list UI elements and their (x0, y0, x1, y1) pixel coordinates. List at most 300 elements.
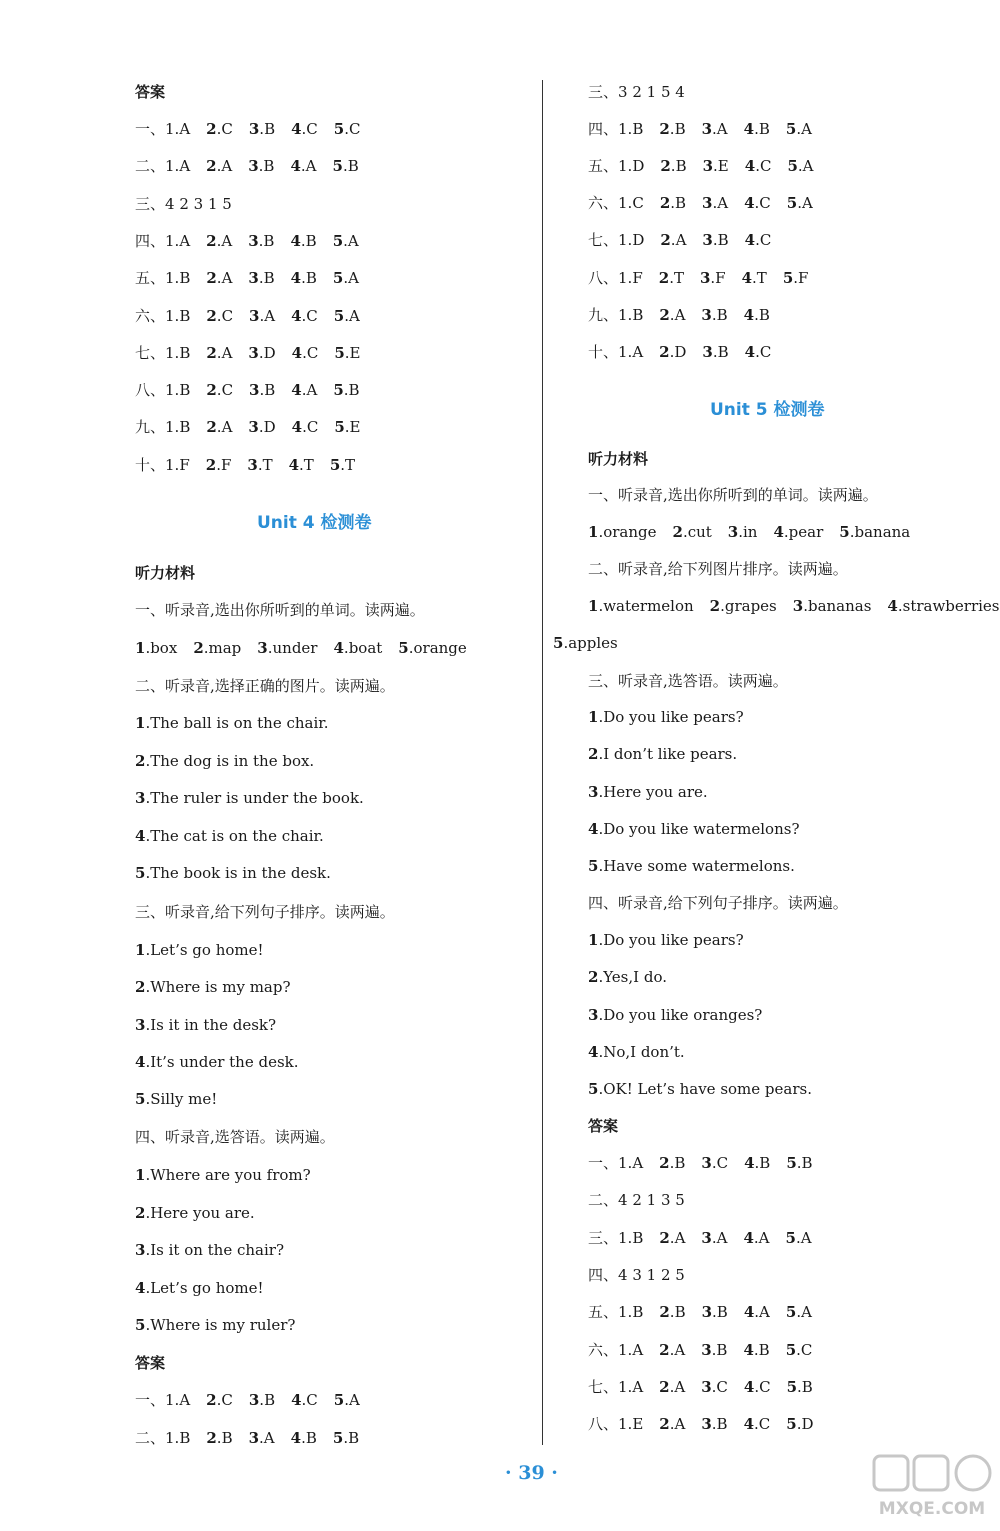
answer-row (588, 1414, 813, 1434)
answer-item (744, 1153, 770, 1173)
answer-label: 三、 (588, 83, 619, 101)
word-item (773, 522, 823, 542)
answer-item (334, 417, 360, 437)
item-text: .C (216, 306, 234, 325)
answer-item (787, 1377, 813, 1397)
word-item (588, 596, 694, 616)
item-text: .OK! Let’s have some pears. (598, 1080, 812, 1099)
item-number: 3 (248, 343, 259, 362)
item-text: .A (669, 1228, 686, 1247)
answer-item (206, 417, 232, 437)
answer-row (588, 1228, 812, 1248)
section-title: 一、听录音,选出你所听到的单词。读两遍。 (135, 601, 425, 619)
word-item (193, 638, 241, 658)
answer-item (701, 1414, 727, 1434)
item-number: 3 (248, 231, 259, 250)
item-number: 5 (332, 157, 343, 176)
item-number: 2 (660, 231, 671, 250)
item-number: 4 (773, 523, 784, 541)
answer-item (291, 306, 318, 326)
answer-item (745, 156, 772, 176)
answer-sequence: 4 2 1 3 5 (618, 1191, 685, 1210)
item-text: .B (669, 1303, 686, 1322)
answer-row (135, 119, 360, 139)
answer-row (588, 1302, 812, 1322)
sentence-line (135, 1089, 217, 1109)
answer-row (135, 1428, 359, 1448)
answer-item: 1.F (618, 268, 643, 287)
sentence-line (135, 977, 291, 997)
answer-row (135, 231, 359, 251)
sentence-line (135, 1015, 276, 1035)
item-number: 4 (744, 194, 755, 213)
item-text: .Do you like watermelons? (598, 819, 800, 838)
item-text: .A (754, 1303, 770, 1322)
answer-item (289, 455, 314, 475)
item-number: 5 (786, 1154, 797, 1172)
answer-item: 1.A (618, 342, 644, 361)
answer-row (135, 455, 355, 475)
sentence-line (588, 782, 708, 802)
item-text: .B (711, 1340, 728, 1359)
item-number: 4 (887, 597, 898, 615)
answer-row (135, 194, 232, 214)
item-text: .Let’s go home! (145, 1278, 264, 1297)
answer-item (206, 268, 232, 288)
word-item (839, 522, 910, 542)
item-text: .A (259, 306, 276, 325)
item-number: 4 (743, 1303, 755, 1322)
item-text: .F (710, 268, 726, 287)
item-number: 2 (206, 157, 217, 176)
item-number: 4 (291, 120, 302, 138)
item-number: 3 (249, 381, 260, 400)
answer-label: 一、 (135, 1391, 166, 1409)
item-number: 2 (193, 639, 204, 657)
item-text: .The ball is on the chair. (145, 714, 329, 732)
answer-item (247, 455, 272, 475)
answer-item: 1.A (618, 1154, 644, 1172)
item-text: .Where is my ruler? (145, 1316, 296, 1335)
answer-label: 九、 (588, 305, 619, 324)
answer-label: 一、 (135, 120, 166, 138)
item-number: 3 (701, 1415, 712, 1434)
item-text: .under (267, 639, 318, 657)
item-text: .C (754, 1415, 771, 1434)
answer-item: 1.D (618, 157, 645, 176)
item-number: 3 (701, 305, 712, 324)
item-text: .A (343, 231, 359, 250)
answer-item (206, 156, 232, 176)
sentence-line (588, 856, 795, 876)
item-text: .The dog is in the box. (145, 751, 315, 770)
item-number: 4 (743, 1415, 754, 1434)
item-text: .A (670, 231, 687, 250)
sentence-line (135, 1052, 299, 1072)
item-number: 3 (248, 120, 260, 138)
item-text: .map (203, 639, 242, 657)
item-number: 2 (206, 231, 217, 250)
answer-item (249, 1428, 275, 1448)
answer-item (786, 119, 812, 139)
item-number: 5 (787, 157, 798, 176)
item-number: 3 (701, 120, 713, 139)
answer-item: 1.A (618, 1377, 644, 1396)
listening-heading: 听力材料 (135, 564, 196, 582)
answer-item (206, 380, 233, 400)
item-text: .B (343, 381, 360, 400)
word-item (588, 522, 657, 542)
answer-row (135, 343, 360, 363)
answer-item (291, 380, 317, 400)
item-text: .Do you like pears? (598, 708, 744, 726)
item-number: 4 (743, 1228, 754, 1247)
item-text: .B (669, 1154, 686, 1172)
item-text: .B (300, 231, 317, 250)
item-text: .B (258, 269, 275, 288)
word-item (398, 638, 467, 658)
item-number: 2 (206, 381, 217, 400)
item-text: .A (301, 381, 318, 400)
answer-item: 1.B (618, 305, 644, 324)
item-text: .C (344, 120, 361, 138)
answer-row (135, 1390, 360, 1410)
answer-item (701, 1153, 728, 1173)
item-text: .A (669, 305, 686, 324)
item-number: 3 (247, 455, 258, 474)
item-number: 3 (701, 1303, 713, 1322)
answer-item: 1.B (165, 381, 191, 400)
answer-item (786, 1302, 812, 1322)
answer-item (744, 1302, 770, 1322)
answer-row (588, 1340, 812, 1360)
item-text: .Yes,I do. (598, 968, 667, 987)
item-text: .orange (598, 523, 657, 541)
item-text: .A (300, 157, 317, 176)
item-number: 3 (702, 231, 713, 250)
answer-item (659, 1414, 685, 1434)
answer-item (701, 1340, 727, 1360)
item-number: 3 (248, 1429, 260, 1447)
item-number: 5 (785, 1228, 796, 1247)
sentence-line (135, 1240, 284, 1260)
answer-item (206, 306, 233, 326)
answer-label: 二、 (135, 1429, 166, 1447)
answer-item: 1.F (165, 455, 190, 474)
answer-item (206, 343, 232, 363)
item-number: 4 (290, 269, 302, 288)
answer-item: 1.A (165, 231, 191, 250)
item-number: 3 (135, 1241, 146, 1260)
answer-item (206, 1390, 233, 1410)
item-text: .C (755, 157, 772, 176)
item-text: .pear (783, 523, 824, 541)
item-number: 2 (659, 1377, 670, 1396)
answer-item: 1.B (618, 1303, 644, 1322)
answer-item (334, 306, 360, 326)
item-text: .A (216, 418, 233, 437)
word-item (728, 522, 758, 542)
item-number: 4 (744, 231, 756, 250)
answer-item: 1.B (618, 1228, 644, 1247)
answer-label: 五、 (135, 269, 166, 288)
item-number: 2 (660, 157, 671, 176)
item-text: .C (711, 1377, 728, 1396)
item-number: 3 (701, 1154, 712, 1172)
item-text: .C (301, 306, 318, 325)
item-number: 4 (741, 268, 753, 287)
answer-label: 七、 (588, 231, 619, 250)
word-list (588, 522, 910, 542)
section-title: 三、听录音,选答语。读两遍。 (588, 672, 788, 690)
item-text: .banana (849, 523, 911, 541)
item-number: 1 (135, 941, 146, 959)
answer-item (291, 1428, 317, 1448)
answer-item (249, 306, 275, 326)
item-text: .A (669, 1415, 686, 1434)
item-text: .A (712, 120, 728, 139)
sentence-line (588, 967, 667, 987)
item-number: 2 (135, 1203, 146, 1222)
item-text: .C (711, 1154, 729, 1172)
item-text: .A (753, 1228, 770, 1247)
item-text: .C (216, 120, 233, 138)
item-number: 1 (135, 1166, 146, 1184)
item-number: 2 (206, 343, 217, 362)
item-number: 4 (290, 1429, 302, 1447)
item-number: 5 (785, 1303, 797, 1322)
answer-item (703, 156, 729, 176)
item-text: .Here you are. (598, 782, 708, 801)
item-text: .A (795, 1228, 812, 1247)
answer-item (659, 342, 686, 362)
answer-row (588, 193, 813, 213)
answer-row (588, 1153, 813, 1173)
answer-item (702, 119, 728, 139)
item-number: 5 (332, 231, 344, 250)
answer-item: 1.A (165, 157, 191, 176)
answer-label: 二、 (588, 1191, 619, 1210)
answer-item (659, 1340, 685, 1360)
answer-item (333, 380, 359, 400)
sentence-line (135, 1203, 255, 1223)
item-number: 5 (786, 1377, 798, 1396)
item-text: .C (754, 194, 771, 213)
item-text: .B (259, 381, 276, 400)
section-title: 二、听录音,给下列图片排序。读两遍。 (588, 560, 848, 578)
answer-item (786, 1414, 813, 1434)
item-text: .grapes (720, 597, 777, 615)
item-text: .B (301, 1429, 317, 1447)
item-number: 4 (135, 1052, 146, 1071)
answer-item (659, 305, 685, 325)
watermark-logo (870, 1450, 995, 1522)
answer-item (702, 230, 728, 250)
answers-heading: 答案 (135, 1354, 166, 1372)
answer-label: 五、 (588, 157, 619, 176)
item-number: 4 (135, 1278, 146, 1297)
item-text: .A (796, 1303, 812, 1322)
item-text: .C (755, 342, 772, 361)
item-number: 3 (727, 523, 739, 541)
item-number: 2 (588, 745, 599, 764)
answer-item (786, 1340, 813, 1360)
answer-item: 1.B (165, 306, 191, 325)
item-text: .A (712, 194, 729, 213)
answer-label: 八、 (588, 1415, 619, 1434)
answer-item: 1.B (165, 269, 191, 288)
item-number: 5 (839, 523, 850, 541)
item-text: .B (342, 157, 359, 176)
sentence-line (135, 826, 324, 846)
item-number: 2 (205, 455, 217, 474)
item-number: 4 (333, 639, 344, 657)
item-text: .T (340, 455, 356, 474)
item-number: 4 (743, 1340, 754, 1359)
item-text: .B (753, 1340, 770, 1359)
section-title: 三、听录音,给下列句子排序。读两遍。 (135, 903, 395, 921)
item-number: 4 (291, 306, 302, 325)
item-number: 3 (699, 268, 711, 287)
answer-item (334, 119, 361, 139)
page-number: · 39 · (505, 1462, 558, 1484)
item-text: .C (301, 120, 318, 138)
answer-row (588, 305, 770, 325)
answer-row (135, 417, 360, 437)
answer-item (206, 455, 232, 475)
answer-label: 六、 (588, 194, 619, 213)
item-text: .Is it on the chair? (145, 1241, 284, 1260)
item-number: 5 (135, 1316, 146, 1335)
item-number: 2 (206, 1429, 217, 1447)
answer-label: 四、 (135, 231, 166, 250)
item-number: 5 (329, 455, 341, 474)
item-text: .C (302, 343, 319, 362)
answer-item (744, 1377, 771, 1397)
answer-item (206, 231, 232, 251)
answer-sequence: 4 3 1 2 5 (618, 1265, 685, 1284)
answer-row (588, 1190, 685, 1210)
item-text: .B (259, 1391, 276, 1409)
item-number: 4 (291, 418, 303, 437)
answer-row (588, 119, 812, 139)
item-number: 4 (588, 819, 599, 838)
answer-item (330, 455, 355, 475)
item-number: 3 (792, 597, 804, 615)
item-text: .The book is in the desk. (145, 864, 331, 883)
item-text: .B (711, 305, 728, 324)
sentence-line (135, 940, 264, 960)
item-number: 3 (135, 789, 146, 808)
item-text: .T (752, 268, 767, 287)
item-text: .orange (408, 639, 467, 657)
sentence-line (588, 819, 799, 839)
answer-item (660, 230, 686, 250)
item-number: 5 (786, 194, 798, 213)
answer-item (744, 119, 770, 139)
item-text: .bananas (803, 597, 872, 615)
answer-label: 三、 (135, 194, 166, 213)
answer-label: 四、 (588, 120, 619, 139)
answer-item (702, 342, 728, 362)
answer-item (743, 1228, 769, 1248)
answer-item (249, 1390, 275, 1410)
unit4-title: Unit 4 检测卷 (257, 513, 372, 533)
item-number: 5 (588, 857, 599, 876)
answer-row (588, 230, 771, 250)
item-number: 4 (291, 343, 303, 362)
item-text: .D (258, 343, 276, 362)
answer-label: 七、 (588, 1377, 619, 1396)
item-text: .B (796, 1154, 813, 1172)
item-text: .B (754, 1154, 771, 1172)
item-text: .A (797, 194, 813, 213)
item-text: .C (302, 418, 319, 437)
item-number: 5 (398, 639, 409, 657)
item-number: 3 (701, 1377, 712, 1396)
answer-item (248, 268, 274, 288)
item-text: .C (216, 381, 234, 400)
item-number: 4 (291, 1391, 302, 1409)
answer-item: 1.A (618, 1340, 644, 1359)
item-text: .A (344, 306, 360, 325)
section-title: 二、听录音,选择正确的图片。读两遍。 (135, 677, 395, 695)
answer-item (786, 1228, 812, 1248)
item-text: .D (669, 342, 687, 361)
item-number: 4 (588, 1042, 599, 1061)
column-divider (542, 80, 543, 1445)
item-text: .A (796, 120, 812, 139)
item-number: 1 (588, 708, 599, 726)
item-number: 4 (288, 455, 300, 474)
item-text: .F (793, 268, 809, 287)
item-number: 4 (744, 342, 756, 361)
answer-label: 九、 (135, 418, 166, 437)
item-text: .B (754, 120, 770, 139)
item-number: 2 (659, 1228, 670, 1247)
item-text: .It’s under the desk. (145, 1052, 299, 1071)
item-number: 5 (135, 864, 146, 883)
answer-item (783, 268, 809, 288)
answer-label: 三、 (588, 1228, 619, 1247)
answer-item (248, 156, 274, 176)
answer-row (588, 1265, 685, 1285)
sentence-line (588, 1005, 762, 1025)
item-number: 2 (206, 1391, 217, 1409)
answer-item (701, 1228, 727, 1248)
item-text: .B (216, 1429, 233, 1447)
answer-row (588, 156, 813, 176)
item-text: .A (669, 1377, 686, 1396)
answer-item (742, 268, 767, 288)
item-text: .apples (563, 634, 618, 652)
item-number: 5 (135, 1090, 146, 1109)
item-number: 4 (743, 305, 755, 324)
item-text: .Silly me! (145, 1090, 218, 1109)
answer-row (588, 82, 685, 102)
item-number: 2 (135, 751, 146, 770)
item-text: .E (344, 343, 361, 362)
word-list (135, 638, 467, 658)
answer-item (291, 119, 318, 139)
word-list (588, 596, 1000, 616)
answer-label: 六、 (588, 1340, 619, 1359)
answer-item (787, 156, 813, 176)
item-text: .T (669, 268, 684, 287)
answer-label: 一、 (588, 1154, 619, 1172)
answer-item (292, 343, 319, 363)
answers-heading: 答案 (135, 83, 166, 101)
